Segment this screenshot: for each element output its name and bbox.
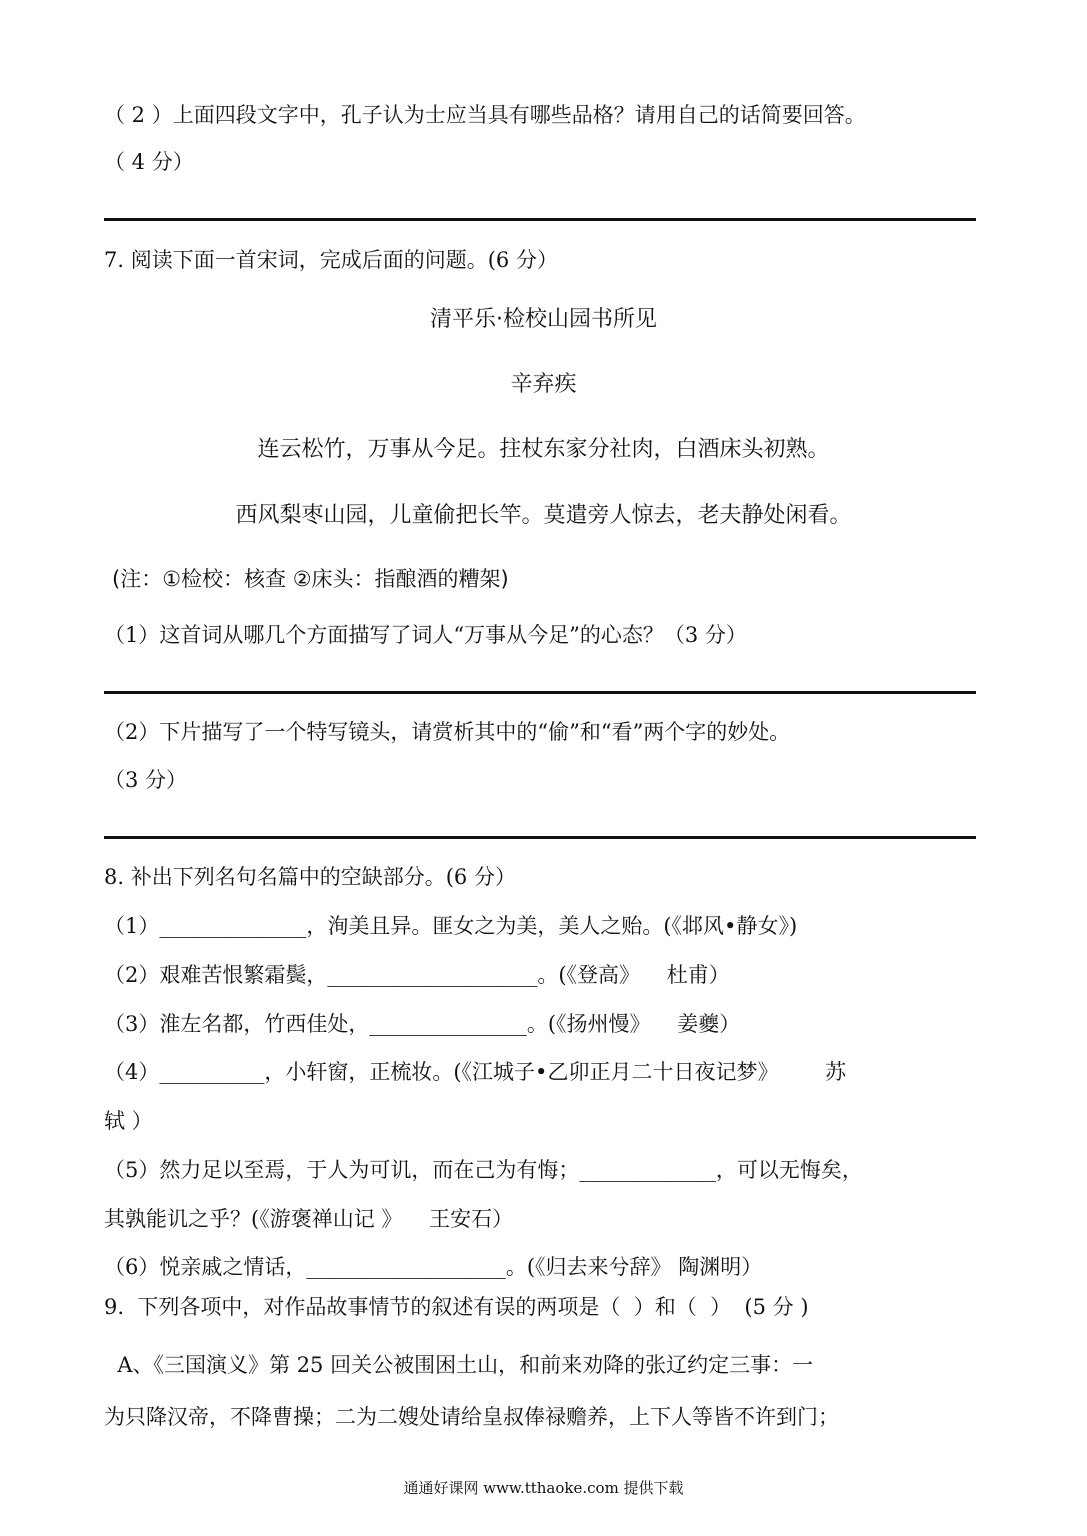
q8-heading: 8. 补出下列名句名篇中的空缺部分。(6 分） — [104, 865, 516, 889]
q8-item5-line1: （5）然力足以至焉，于人为可讥，而在己为有悔；_____________，可以无悔矣， — [104, 1158, 863, 1182]
poem-line-1: 连云松竹，万事从今足。拄杖东家分社肉，白酒床头初熟。 — [257, 437, 830, 462]
q8-item2: （2）艰难苦恨繁霜鬓，____________________。(《登高》 杜甫） — [104, 963, 730, 987]
poem-title: 清平乐·检校山园书所见 — [430, 307, 657, 332]
q9-option-a-line1: A、《三国演义》第 25 回关公被围困土山，和前来劝降的张辽约定三事：一 — [104, 1353, 814, 1377]
answer-line — [104, 836, 976, 839]
q8-item4-line2: 轼 ） — [104, 1109, 153, 1133]
q7-sub2-line1: （2）下片描写了一个特写镜头，请赏析其中的“偷”和“看”两个字的妙处。 — [104, 720, 791, 744]
answer-line — [104, 218, 976, 221]
q7-sub2-line2: （3 分） — [104, 768, 188, 792]
q8-item5-line2: 其孰能讥之乎？(《游褒禅山记 》 王安石） — [104, 1207, 514, 1231]
q7-heading: 7. 阅读下面一首宋词，完成后面的问题。(6 分） — [104, 248, 558, 272]
q8-item3: （3）淮左名都，竹西佳处，_______________。(《扬州慢》 姜夔） — [104, 1012, 741, 1036]
answer-line — [104, 691, 976, 694]
q6-sub2-line2: （ 4 分） — [104, 150, 194, 174]
q8-item6: （6）悦亲戚之情话，___________________。(《归去来兮辞》 陶渊明） — [104, 1255, 763, 1279]
q8-item4-line1: （4）__________，小轩窗，正梳妆。(《江城子•乙卯正月二十日夜记梦》 苏 — [104, 1060, 847, 1084]
poem-author: 辛弃疾 — [510, 372, 577, 397]
poem-note: (注：①检校：核查 ②床头：指酿酒的糟架) — [112, 567, 509, 591]
q9-heading: 9. 下列各项中，对作品故事情节的叙述有误的两项是（ ）和（ ） (5 分 ) — [104, 1295, 809, 1319]
q9-option-a-line2: 为只降汉帝，不降曹操；二为二嫂处请给皇叔俸禄赡养，上下人等皆不许到门； — [104, 1405, 839, 1429]
page-footer: 通通好课网 www.tthaoke.com 提供下载 — [403, 1479, 684, 1497]
q7-sub1: （1）这首词从哪几个方面描写了词人“万事从今足”的心态？（3 分） — [104, 623, 747, 647]
q8-item1: （1）______________，洵美且异。匪女之为美，美人之贻。(《邶风•静女》) — [104, 914, 798, 938]
poem-line-2: 西风梨枣山园，儿童偷把长竿。莫遣旁人惊去，老夫静处闲看。 — [235, 503, 852, 528]
q6-sub2-line1: （ 2 ）上面四段文字中，孔子认为士应当具有哪些品格？请用自己的话简要回答。 — [104, 103, 866, 127]
